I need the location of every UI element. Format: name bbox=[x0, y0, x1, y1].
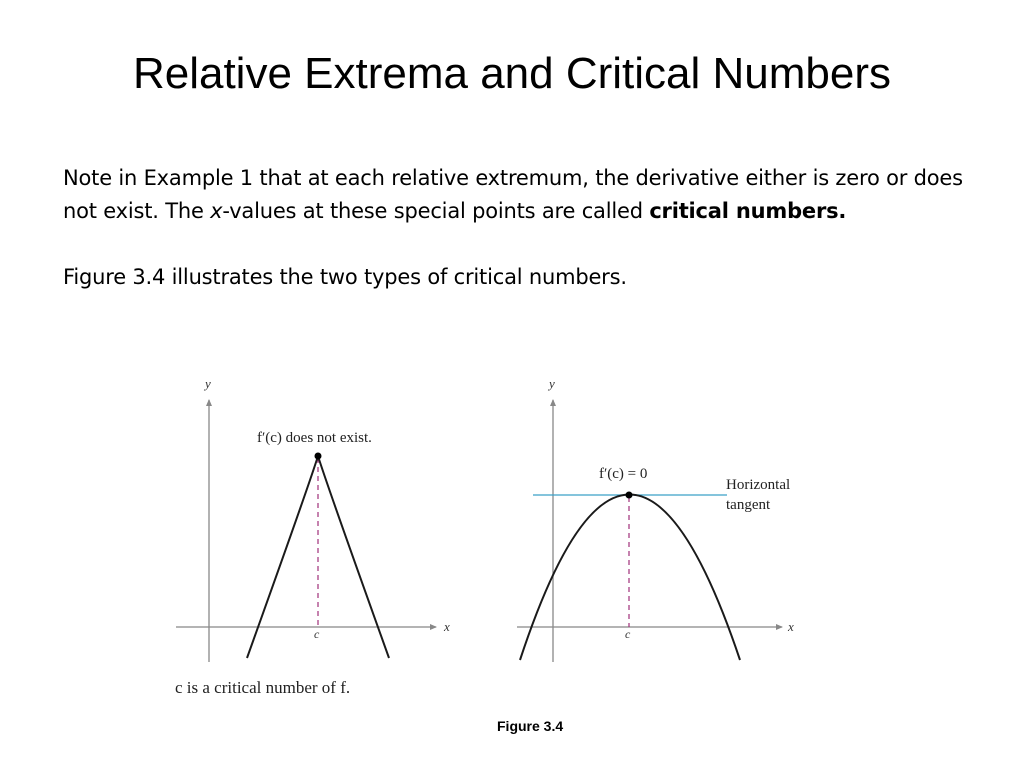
right-c-label: c bbox=[625, 627, 631, 641]
critical-numbers-term: critical numbers. bbox=[649, 199, 847, 223]
right-annotation: f′(c) = 0 bbox=[599, 466, 648, 482]
left-cusp-point bbox=[315, 453, 322, 460]
right-y-label: y bbox=[549, 376, 555, 391]
tangent-label-line1: Horizontal bbox=[726, 477, 791, 493]
left-graph bbox=[175, 376, 450, 697]
left-caption: c is a critical number of f. bbox=[175, 678, 351, 697]
right-graph bbox=[517, 376, 794, 662]
right-x-label: x bbox=[788, 619, 794, 634]
left-annotation: f′(c) does not exist. bbox=[257, 430, 372, 446]
figure-caption: Figure 3.4 bbox=[497, 718, 564, 734]
left-x-label: x bbox=[444, 619, 450, 634]
slide-title: Relative Extrema and Critical Numbers bbox=[132, 49, 892, 98]
paragraph1-text-a: Note in Example 1 that at each relative extremum, the derivative either is zero or does not exist. The bbox=[63, 166, 963, 223]
tangent-label-line2: tangent bbox=[726, 497, 771, 513]
paragraph-figure-reference: Figure 3.4 illustrates the two types of critical numbers. bbox=[63, 265, 627, 289]
left-c-label: c bbox=[314, 627, 320, 641]
paragraph1-text-b: -values at these special points are called bbox=[222, 199, 650, 223]
left-y-label: y bbox=[205, 376, 211, 391]
right-max-point bbox=[626, 492, 633, 499]
paragraph1-italic-x: x bbox=[210, 199, 223, 223]
